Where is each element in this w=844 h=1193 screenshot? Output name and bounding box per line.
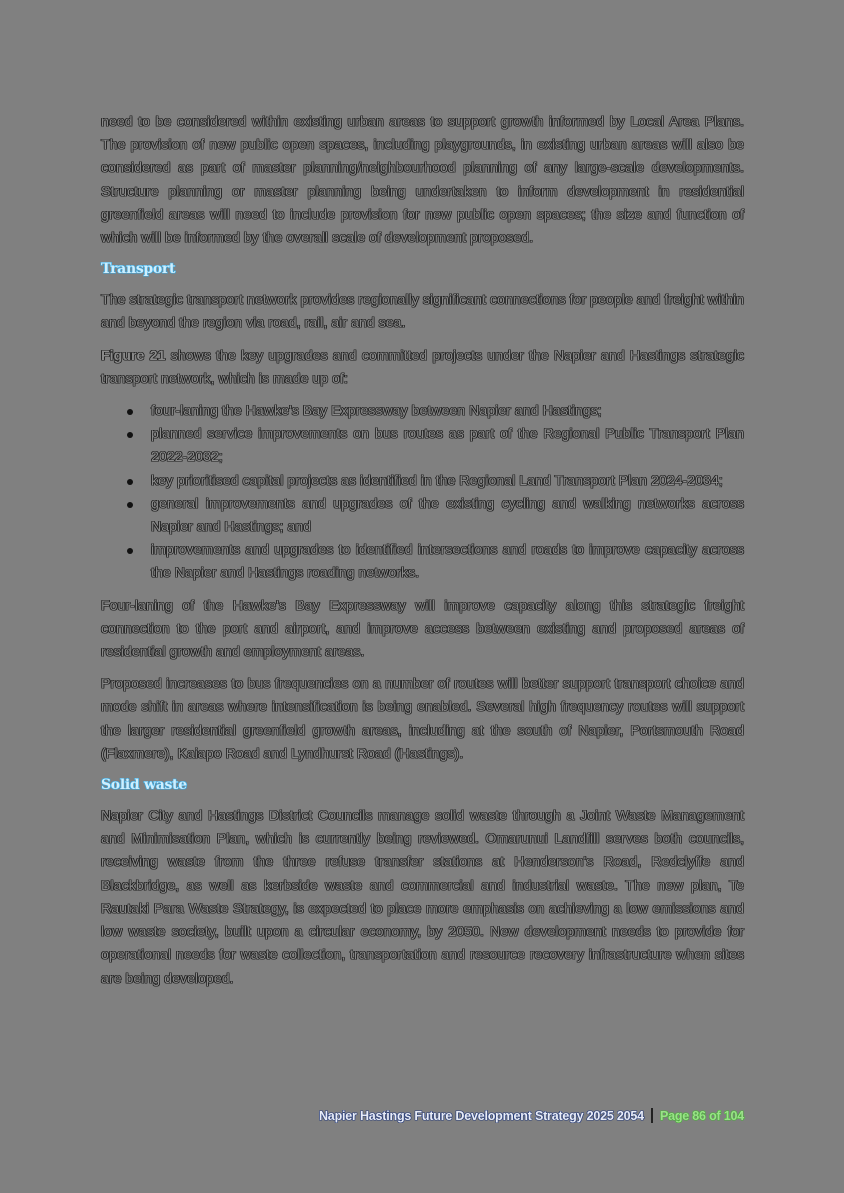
document-page: [101, 111, 744, 1000]
list-item: [101, 400, 744, 423]
list-item-text: general improvements and upgrades of the existing cycling and walking networks across Napier and Hastings; and: [151, 495, 744, 536]
section-heading-solid-waste: Solid waste: [101, 777, 187, 794]
list-item: [101, 539, 744, 585]
bullet-icon: [127, 502, 133, 508]
bullet-icon: [127, 432, 133, 438]
list-item: [101, 423, 744, 469]
section-heading-transport: Transport: [101, 261, 176, 278]
list-item: [101, 470, 744, 493]
bullet-icon: [127, 479, 133, 485]
footer-document-title: Napier Hastings Future Development Strategy 2025 2054: [318, 1108, 644, 1123]
footer-separator: [651, 1108, 653, 1123]
list-item-text: improvements and upgrades to identified intersections and roads to improve capacity across the Napier and Hastings roading networks.: [151, 542, 744, 582]
list-item: [101, 493, 744, 539]
solid-waste-paragraph: Napier City and Hastings District Councils manage solid waste through a Joint Waste Management and Minimisation Plan, which is currently being reviewed. Omarunui Landfill serves both councils, receiving waste from the three refuse transfer stations at Henderson's Road, Redclyffe and Blackbridge, as well as kerbside waste and commercial and industrial waste. The new plan, Te Rautaki Para Waste Strategy, is expected to place more emphasis on achieving a low emissions and low waste society, built upon a circular economy, by 2050. New development needs to provide for operational needs for waste collection, transportation and resource recovery infrastructure when sites are being developed.: [101, 808, 744, 987]
list-item-text: planned service improvements on bus routes as part of the Regional Public Transport Plan 2022-2032;: [151, 426, 744, 466]
transport-paragraph-3: Four-laning of the Hawke's Bay Expressway will improve capacity along this strategic freight connection to the port and airport, and improve access between existing and proposed areas of residential growth and employment areas.: [101, 597, 744, 661]
list-item-text: key prioritised capital projects as identified in the Regional Land Transport Plan 2024-2034;: [151, 472, 723, 489]
bullet-icon: [127, 548, 133, 554]
transport-paragraph-4: Proposed increases to bus frequencies on a number of routes will better support transport choice and mode shift in areas where intensification is being enabled. Several high frequency routes will support the larger residential greenfield growth areas, including at the south of Napier, Portsmouth Road (Flaxmere), Kaiapo Road and Lyndhurst Road (Hastings).: [101, 676, 744, 762]
transport-bullet-list: [101, 400, 744, 586]
transport-paragraph-2: [101, 345, 744, 391]
figure-reference-link[interactable]: Figure 21: [101, 347, 166, 364]
intro-paragraph: need to be considered within existing urban areas to support growth informed by Local Area Plans. The provision of new public open spaces, including playgrounds, in existing urban areas will also be considered as part of master planning/neighbourhood planning of any large-scale developments. Structure planning or master planning being undertaken to inform development in residential greenfield areas will need to include provision for new public open spaces; the size and function of which will be informed by the overall scale of development proposed.: [101, 114, 744, 247]
transport-paragraph-1: The strategic transport network provides regionally significant connections for people and freight within and beyond the region via road, rail, air and sea.: [101, 292, 744, 332]
footer-page-number: Page 86 of 104: [659, 1108, 744, 1123]
bullet-icon: [127, 409, 133, 415]
list-item-text: four-laning the Hawke's Bay Expressway between Napier and Hastings;: [151, 403, 602, 420]
transport-paragraph-2-text: shows the key upgrades and committed projects under the Napier and Hastings strategic transport network, which is made up of:: [101, 347, 745, 387]
page-footer: [319, 1108, 744, 1123]
